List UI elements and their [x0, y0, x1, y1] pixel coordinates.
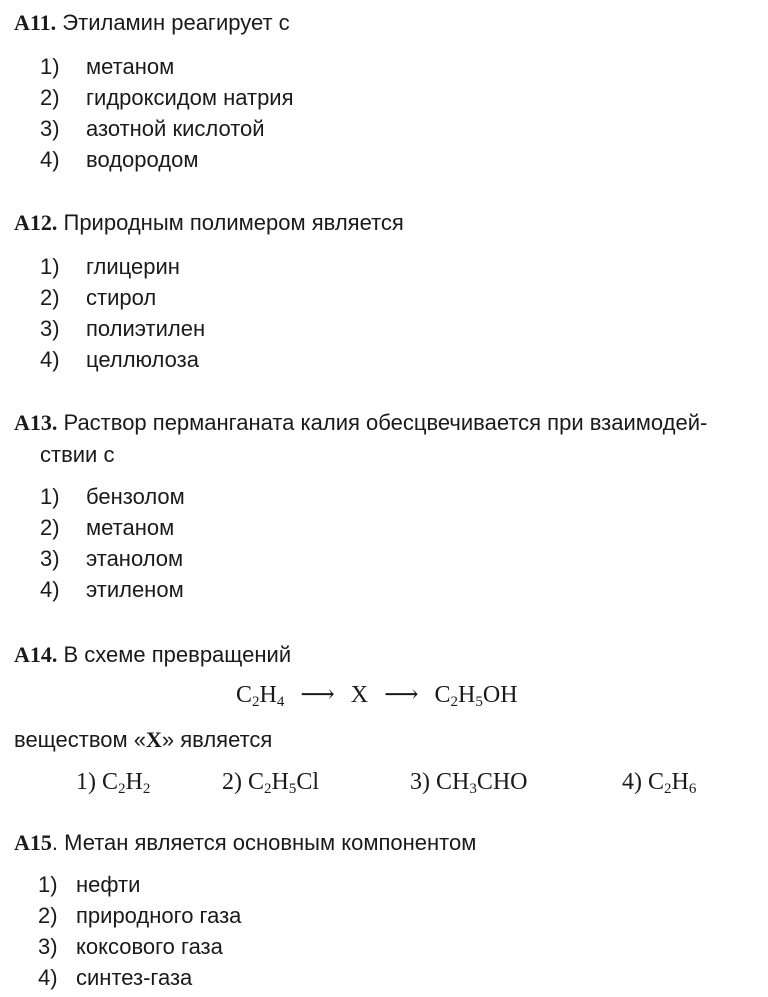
option-formula: $C_2H_6$ — [648, 769, 697, 797]
option-text: метаном — [86, 54, 175, 79]
option-text: азотной кислотой — [86, 116, 265, 141]
option-text: природного газа — [76, 903, 242, 928]
option-number: 4) — [40, 347, 60, 372]
answer-option — [40, 544, 183, 574]
answer-option — [38, 901, 241, 931]
answer-option-inline — [222, 765, 319, 799]
answer-option — [40, 145, 198, 175]
option-formula: $CH_3CHO$ — [436, 769, 528, 797]
answer-option — [38, 932, 223, 962]
question-a14-lead: веществом «X» является — [14, 727, 273, 752]
option-formula: $C_2H_5Cl$ — [248, 769, 320, 797]
option-text: водородом — [86, 147, 199, 172]
option-number: 2) — [40, 515, 60, 540]
reaction-arrow-icon: ⟶ — [300, 682, 335, 708]
question-number: A13. — [14, 410, 58, 435]
question-text: . Метан является основным компонентом — [51, 830, 477, 855]
answer-option — [38, 870, 140, 900]
answer-option — [40, 114, 265, 144]
option-number: 3) — [38, 934, 58, 959]
question-number: A12. — [14, 210, 58, 235]
answer-option — [40, 283, 156, 313]
answer-option — [40, 83, 294, 113]
option-number: 1) — [76, 769, 96, 795]
answer-option — [38, 963, 192, 993]
option-text: этиленом — [86, 577, 184, 602]
option-number: 4) — [40, 577, 60, 602]
question-text: Природным полимером является — [57, 210, 404, 235]
question-a13-title — [14, 408, 707, 438]
option-number: 1) — [40, 484, 60, 509]
option-number: 3) — [40, 116, 60, 141]
scheme-end-formula: $C_2H_5OH$ — [434, 682, 518, 710]
question-text: Раствор перманганата калия обесцвечивается при взаимодей- — [57, 410, 708, 435]
answer-option — [40, 482, 185, 512]
option-text: глицерин — [86, 254, 180, 279]
option-text: метаном — [86, 515, 175, 540]
answer-option-inline — [410, 765, 528, 799]
scheme-start-formula: $C_2H_4$ — [236, 682, 285, 710]
option-number: 3) — [40, 546, 60, 571]
answer-option — [40, 314, 205, 344]
option-number: 2) — [222, 769, 242, 795]
answer-option — [40, 575, 184, 605]
option-text: коксового газа — [76, 934, 223, 959]
question-text: Этиламин реагирует с — [56, 10, 290, 35]
option-number: 4) — [622, 769, 642, 795]
question-number: A14. — [14, 642, 58, 667]
answer-option-inline — [622, 765, 696, 799]
option-text: полиэтилен — [86, 316, 206, 341]
question-a11-title — [14, 8, 290, 38]
question-number: A15 — [14, 830, 52, 855]
option-number: 2) — [40, 85, 60, 110]
option-text: этанолом — [86, 546, 184, 571]
question-number: A11. — [14, 10, 57, 35]
option-number: 1) — [40, 254, 60, 279]
question-text-continuation: ствии с — [40, 442, 115, 467]
option-number: 3) — [40, 316, 60, 341]
option-number: 1) — [40, 54, 60, 79]
answer-option — [40, 513, 174, 543]
option-text: бензолом — [86, 484, 185, 509]
question-text: В схеме превращений — [57, 642, 292, 667]
option-text: гидроксидом натрия — [86, 85, 294, 110]
option-number: 2) — [38, 903, 58, 928]
question-a15-title — [14, 828, 476, 858]
answer-option — [40, 252, 180, 282]
option-formula: $C_2H_2$ — [102, 769, 151, 797]
option-number: 1) — [38, 872, 58, 897]
answer-option — [40, 345, 199, 375]
answer-option-inline — [76, 765, 150, 799]
option-text: нефти — [76, 872, 141, 897]
option-number: 4) — [40, 147, 60, 172]
transformation-scheme — [236, 678, 518, 712]
question-a14-title — [14, 640, 291, 670]
option-number: 3) — [410, 769, 430, 795]
option-number: 2) — [40, 285, 60, 310]
reaction-arrow-icon: ⟶ — [384, 682, 419, 708]
option-number: 4) — [38, 965, 58, 990]
option-text: синтез-газа — [76, 965, 193, 990]
scheme-unknown-x: X — [350, 682, 369, 708]
option-text: стирол — [86, 285, 157, 310]
question-a12-title — [14, 208, 404, 238]
option-text: целлюлоза — [86, 347, 199, 372]
answer-option — [40, 52, 174, 82]
